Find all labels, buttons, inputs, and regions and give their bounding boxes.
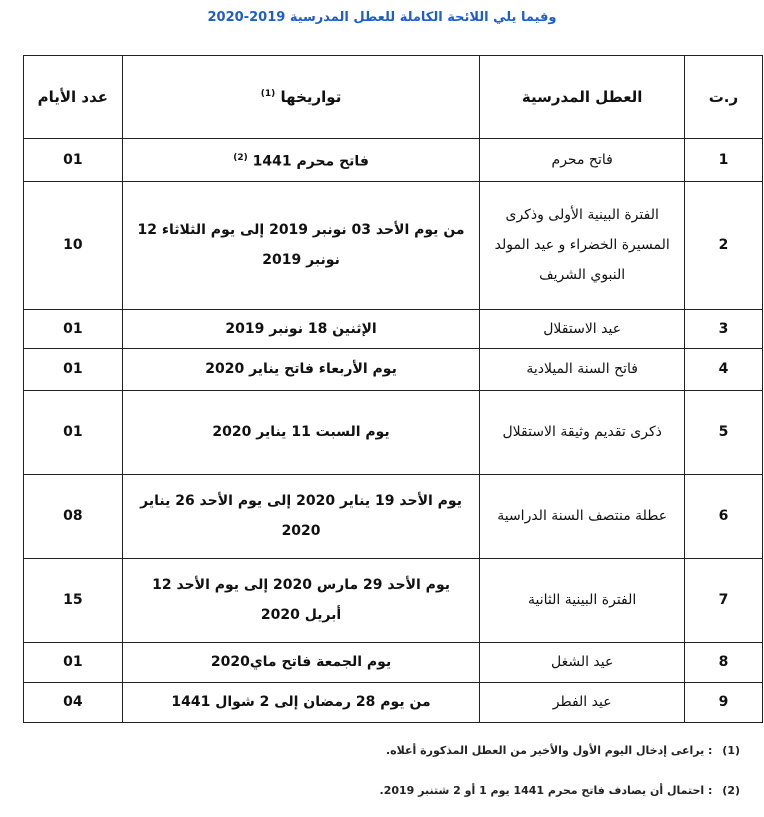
table-row xyxy=(24,558,763,642)
row-days: 01 xyxy=(24,348,123,390)
row-num: 2 xyxy=(684,181,762,309)
row-holiday: فاتح محرم xyxy=(480,139,684,182)
table-row xyxy=(24,390,763,474)
holidays-table xyxy=(23,55,763,723)
header-holiday: العطل المدرسية xyxy=(480,56,684,139)
row-days: 01 xyxy=(24,309,123,348)
row-dates-text: فاتح محرم 1441 xyxy=(252,153,369,170)
table-row xyxy=(24,642,763,682)
row-dates: يوم الجمعة فاتح ماي2020 xyxy=(122,642,480,682)
row-dates xyxy=(122,139,480,182)
table-header-row xyxy=(24,56,763,139)
row-holiday: عيد الشغل xyxy=(480,642,684,682)
row-days: 01 xyxy=(24,139,123,182)
row-dates-footnote: (2) xyxy=(233,153,248,163)
row-holiday: عيد الاستقلال xyxy=(480,309,684,348)
table-row xyxy=(24,348,763,390)
row-num: 3 xyxy=(684,309,762,348)
table-row xyxy=(24,474,763,558)
header-dates-footnote: (1) xyxy=(260,89,276,99)
row-dates: يوم الأربعاء فاتح يناير 2020 xyxy=(122,348,480,390)
header-days: عدد الأيام xyxy=(24,56,123,139)
table-row xyxy=(24,139,763,182)
footnote-2 xyxy=(0,784,740,797)
row-dates: من يوم الأحد 03 نونبر 2019 إلى يوم الثلاثاء 12 نونبر 2019 xyxy=(122,181,480,309)
row-num: 5 xyxy=(684,390,762,474)
table-row xyxy=(24,682,763,722)
header-dates xyxy=(122,56,480,139)
row-days: 01 xyxy=(24,642,123,682)
row-num: 4 xyxy=(684,348,762,390)
row-dates: من يوم 28 رمضان إلى 2 شوال 1441 xyxy=(122,682,480,722)
row-days: 04 xyxy=(24,682,123,722)
row-days: 01 xyxy=(24,390,123,474)
row-num: 9 xyxy=(684,682,762,722)
row-holiday: الفترة البينية الأولى وذكرى المسيرة الخضراء و عيد المولد النبوي الشريف xyxy=(480,181,684,309)
header-dates-label: تواريخها xyxy=(280,88,342,106)
row-num: 8 xyxy=(684,642,762,682)
footnote-2-num: (2) xyxy=(722,784,740,797)
row-holiday: عطلة منتصف السنة الدراسية xyxy=(480,474,684,558)
page-title: وفيما يلي اللائحة الكاملة للعطل المدرسية 2019-2020 xyxy=(207,10,557,25)
footnote-2-text: : احتمال أن يصادف فاتح محرم 1441 يوم 1 أو 2 شتنبر 2019. xyxy=(379,784,713,797)
footnote-1-num: (1) xyxy=(722,744,740,757)
row-dates: الإثنين 18 نونبر 2019 xyxy=(122,309,480,348)
row-dates: يوم الأحد 19 يناير 2020 إلى يوم الأحد 26 يناير 2020 xyxy=(122,474,480,558)
footnote-1-text: : يراعى إدخال اليوم الأول والأخير من العطل المذكورة أعلاه. xyxy=(386,744,713,757)
table-row xyxy=(24,309,763,348)
row-num: 1 xyxy=(684,139,762,182)
row-num: 7 xyxy=(684,558,762,642)
row-num: 6 xyxy=(684,474,762,558)
row-dates: يوم الأحد 29 مارس 2020 إلى يوم الأحد 12 أبريل 2020 xyxy=(122,558,480,642)
table-row xyxy=(24,181,763,309)
row-holiday: ذكرى تقديم وثيقة الاستقلال xyxy=(480,390,684,474)
header-num: ر.ت xyxy=(684,56,762,139)
row-days: 10 xyxy=(24,181,123,309)
row-days: 08 xyxy=(24,474,123,558)
footnote-1 xyxy=(0,744,740,757)
row-holiday: عيد الفطر xyxy=(480,682,684,722)
row-days: 15 xyxy=(24,558,123,642)
row-dates: يوم السبت 11 يناير 2020 xyxy=(122,390,480,474)
row-holiday: الفترة البينية الثانية xyxy=(480,558,684,642)
row-holiday: فاتح السنة الميلادية xyxy=(480,348,684,390)
